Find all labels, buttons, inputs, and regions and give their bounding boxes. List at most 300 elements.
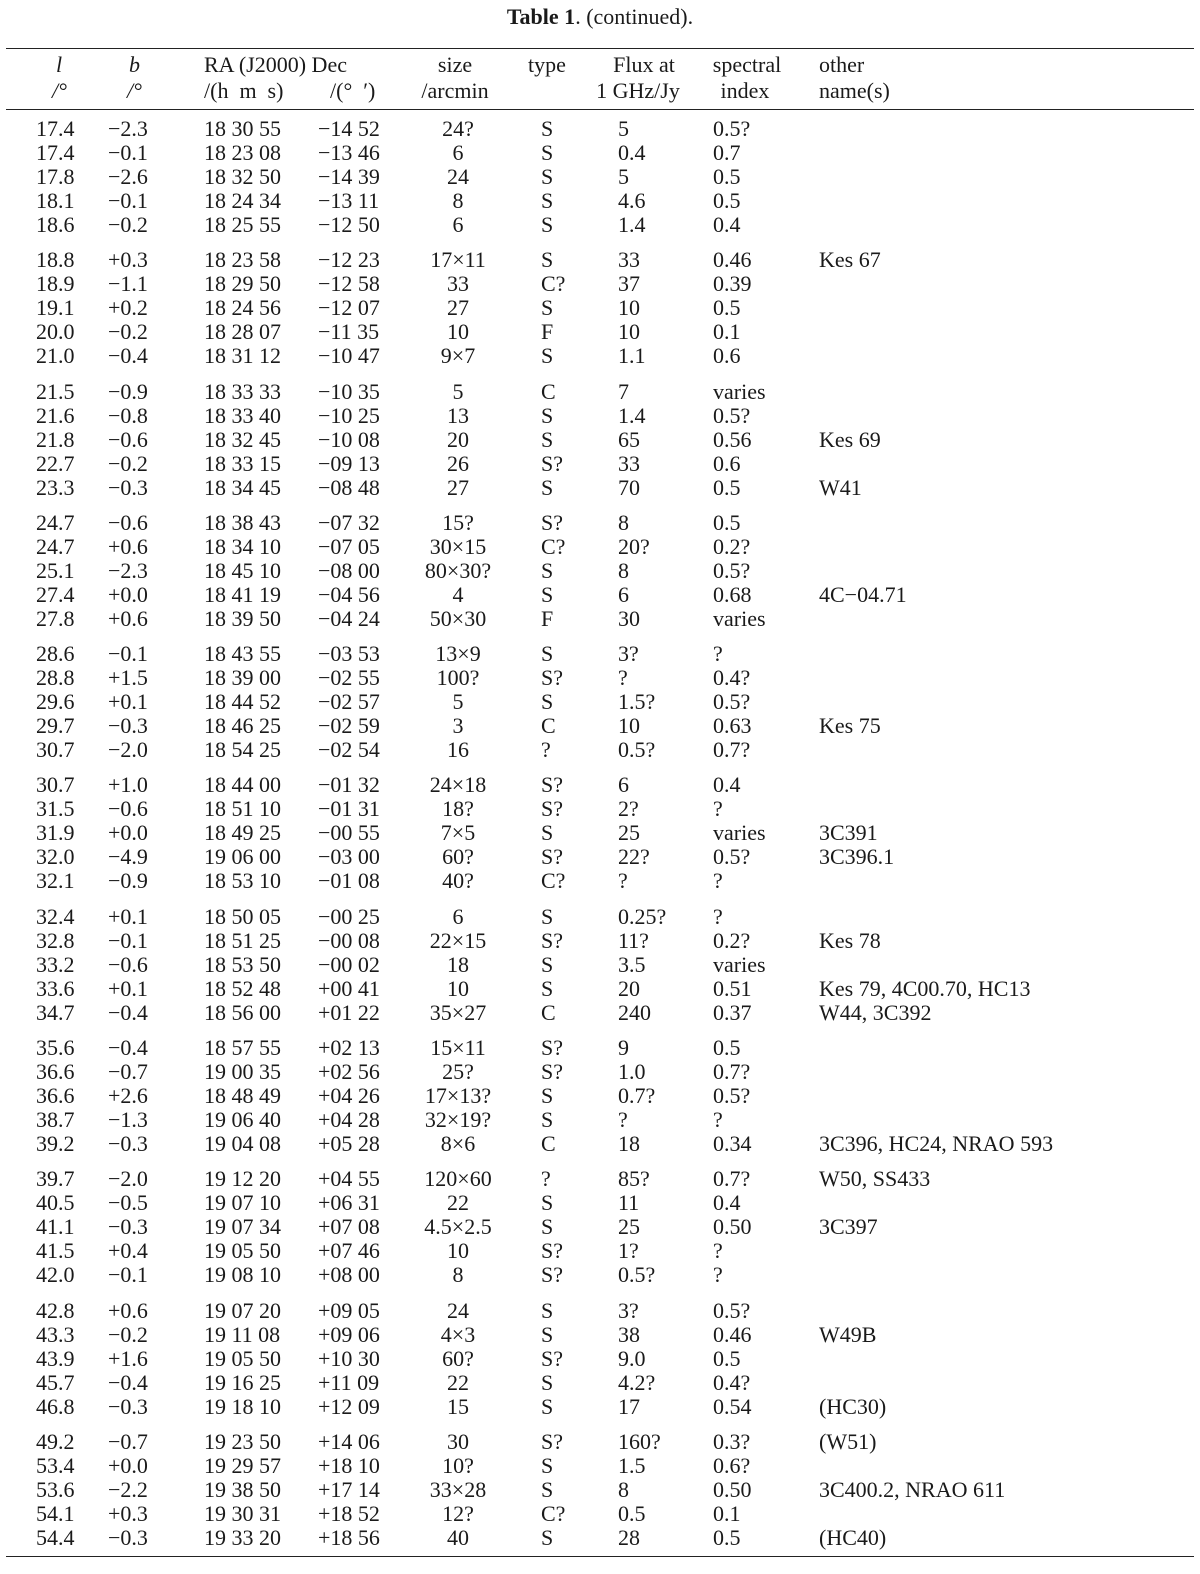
table-row bbox=[0, 1502, 1200, 1526]
cell-b: −0.2 bbox=[108, 1321, 148, 1347]
table-row bbox=[0, 1430, 1200, 1454]
cell-dec: −02 55 bbox=[318, 665, 380, 691]
cell-size: 5 bbox=[452, 378, 464, 404]
header-b-unit: /° bbox=[127, 78, 142, 103]
cell-l: 46.8 bbox=[36, 1393, 75, 1419]
cell-size: 9×7 bbox=[440, 343, 476, 369]
cell-size: 33×28 bbox=[429, 1476, 487, 1502]
cell-dec: −10 08 bbox=[318, 426, 380, 452]
cell-l: 30.7 bbox=[36, 737, 75, 763]
cell-type: S bbox=[541, 295, 554, 321]
cell-size: 8×6 bbox=[440, 1131, 476, 1157]
row-group bbox=[0, 380, 1200, 500]
cell-l: 29.6 bbox=[36, 689, 75, 715]
cell-type: S? bbox=[541, 927, 563, 953]
header-dec-unit: /(° ′) bbox=[330, 78, 376, 103]
cell-b: +0.0 bbox=[108, 581, 148, 607]
cell-flux: 0.5 bbox=[618, 1500, 646, 1526]
cell-spectral-index: 0.54 bbox=[713, 1393, 752, 1419]
cell-b: −0.7 bbox=[108, 1059, 148, 1085]
cell-size: 50×30 bbox=[429, 605, 487, 631]
cell-type: S bbox=[541, 212, 554, 237]
cell-b: −0.6 bbox=[108, 426, 148, 452]
bottom-rule bbox=[6, 1556, 1194, 1557]
cell-flux: 20? bbox=[618, 533, 650, 559]
row-group bbox=[0, 511, 1200, 631]
cell-ra: 19 07 10 bbox=[204, 1190, 281, 1216]
cell-flux: 38 bbox=[618, 1321, 640, 1347]
cell-flux: 11 bbox=[618, 1190, 640, 1216]
cell-ra: 19 05 50 bbox=[204, 1238, 281, 1264]
cell-ra: 18 23 08 bbox=[204, 140, 281, 165]
cell-b: +0.4 bbox=[108, 1238, 148, 1264]
cell-ra: 18 54 25 bbox=[204, 737, 281, 763]
table-row bbox=[0, 607, 1200, 631]
cell-flux: 6 bbox=[618, 772, 629, 798]
cell-size: 32×19? bbox=[424, 1107, 492, 1133]
cell-b: −2.6 bbox=[108, 164, 148, 189]
cell-flux: 10 bbox=[618, 319, 640, 345]
cell-b: −1.1 bbox=[108, 271, 148, 297]
cell-ra: 18 45 10 bbox=[204, 557, 281, 583]
table-row bbox=[0, 1132, 1200, 1156]
cell-ra: 19 38 50 bbox=[204, 1476, 281, 1502]
cell-size: 15×11 bbox=[430, 1035, 486, 1061]
cell-spectral-index: 0.4 bbox=[713, 1190, 741, 1216]
cell-flux: 70 bbox=[618, 474, 640, 500]
cell-size: 16 bbox=[447, 737, 469, 763]
header-spectral: spectral bbox=[712, 52, 782, 77]
table-row bbox=[0, 272, 1200, 296]
cell-dec: −12 58 bbox=[318, 271, 380, 297]
cell-size: 60? bbox=[442, 844, 474, 870]
cell-ra: 18 56 00 bbox=[204, 999, 281, 1025]
cell-type: S bbox=[541, 1476, 554, 1502]
table-row bbox=[0, 583, 1200, 607]
cell-type: S bbox=[541, 343, 554, 369]
cell-l: 27.4 bbox=[36, 581, 75, 607]
table-row bbox=[0, 666, 1200, 690]
cell-ra: 19 07 20 bbox=[204, 1297, 281, 1323]
cell-size: 12? bbox=[442, 1500, 474, 1526]
cell-flux: ? bbox=[618, 665, 628, 691]
cell-dec: −08 00 bbox=[318, 557, 380, 583]
cell-ra: 19 04 08 bbox=[204, 1131, 281, 1157]
cell-l: 45.7 bbox=[36, 1369, 75, 1395]
cell-l: 18.1 bbox=[36, 188, 75, 213]
cell-b: −2.0 bbox=[108, 1166, 148, 1192]
cell-b: +0.3 bbox=[108, 247, 148, 273]
cell-size: 4.5×2.5 bbox=[424, 1214, 492, 1240]
cell-dec: +04 55 bbox=[318, 1166, 380, 1192]
table-row bbox=[0, 1323, 1200, 1347]
cell-spectral-index: varies bbox=[713, 820, 766, 846]
table-row bbox=[0, 535, 1200, 559]
cell-type: C? bbox=[541, 271, 566, 297]
cell-type: S? bbox=[541, 1059, 563, 1085]
cell-l: 35.6 bbox=[36, 1035, 75, 1061]
cell-size: 80×30? bbox=[424, 557, 492, 583]
cell-spectral-index: 0.6 bbox=[713, 450, 741, 476]
cell-dec: +02 13 bbox=[318, 1035, 380, 1061]
header-other: other bbox=[819, 52, 865, 77]
cell-b: −0.3 bbox=[108, 474, 148, 500]
cell-type: S bbox=[541, 140, 554, 165]
cell-dec: −11 35 bbox=[318, 319, 380, 345]
cell-dec: −07 32 bbox=[318, 509, 380, 535]
cell-spectral-index: 0.5 bbox=[713, 509, 741, 535]
cell-spectral-index: 0.1 bbox=[713, 1500, 741, 1526]
cell-size: 3 bbox=[452, 713, 464, 739]
cell-l: 42.0 bbox=[36, 1262, 75, 1288]
cell-spectral-index: 0.5? bbox=[713, 116, 751, 141]
cell-flux: 9 bbox=[618, 1035, 629, 1061]
cell-ra: 18 44 00 bbox=[204, 772, 281, 798]
cell-b: −0.2 bbox=[108, 450, 148, 476]
cell-dec: −03 00 bbox=[318, 844, 380, 870]
cell-spectral-index: 0.4? bbox=[713, 665, 751, 691]
cell-b: −1.3 bbox=[108, 1107, 148, 1133]
cell-b: −0.3 bbox=[108, 1131, 148, 1157]
cell-type: C bbox=[541, 1131, 556, 1157]
cell-l: 54.4 bbox=[36, 1524, 75, 1550]
cell-flux: ? bbox=[618, 868, 628, 894]
cell-ra: 18 52 48 bbox=[204, 975, 281, 1001]
cell-size: 100? bbox=[436, 665, 480, 691]
cell-flux: 0.25? bbox=[618, 903, 667, 929]
table-row bbox=[0, 428, 1200, 452]
cell-other-names: 3C391 bbox=[819, 820, 878, 846]
cell-other-names: Kes 69 bbox=[819, 426, 881, 452]
cell-b: −0.1 bbox=[108, 140, 148, 165]
cell-flux: 65 bbox=[618, 426, 640, 452]
cell-size: 27 bbox=[447, 474, 469, 500]
cell-flux: 37 bbox=[618, 271, 640, 297]
cell-flux: 30 bbox=[618, 605, 640, 631]
cell-other-names: (HC30) bbox=[819, 1393, 887, 1419]
header-flux: Flux at bbox=[613, 52, 675, 77]
cell-ra: 18 31 12 bbox=[204, 343, 281, 369]
header-b: b bbox=[129, 52, 140, 77]
cell-spectral-index: 0.50 bbox=[713, 1214, 752, 1240]
cell-spectral-index: 0.7? bbox=[713, 1059, 751, 1085]
cell-ra: 19 08 10 bbox=[204, 1262, 281, 1288]
row-group bbox=[0, 1299, 1200, 1419]
cell-size: 20 bbox=[447, 426, 469, 452]
cell-dec: −12 23 bbox=[318, 247, 380, 273]
cell-flux: 8 bbox=[618, 1476, 629, 1502]
cell-ra: 19 06 40 bbox=[204, 1107, 281, 1133]
cell-size: 4×3 bbox=[440, 1321, 476, 1347]
cell-type: ? bbox=[541, 737, 551, 763]
cell-flux: 22? bbox=[618, 844, 650, 870]
cell-flux: 1.0 bbox=[618, 1059, 646, 1085]
cell-ra: 18 46 25 bbox=[204, 713, 281, 739]
cell-spectral-index: 0.51 bbox=[713, 975, 752, 1001]
cell-l: 30.7 bbox=[36, 772, 75, 798]
cell-other-names: (HC40) bbox=[819, 1524, 887, 1550]
cell-type: S bbox=[541, 820, 554, 846]
cell-type: S bbox=[541, 1369, 554, 1395]
cell-type: S? bbox=[541, 665, 563, 691]
cell-type: S? bbox=[541, 1345, 563, 1371]
cell-l: 32.8 bbox=[36, 927, 75, 953]
cell-type: S? bbox=[541, 772, 563, 798]
cell-type: C bbox=[541, 999, 556, 1025]
cell-type: S bbox=[541, 188, 554, 213]
cell-b: −0.9 bbox=[108, 378, 148, 404]
cell-l: 34.7 bbox=[36, 999, 75, 1025]
cell-l: 49.2 bbox=[36, 1428, 75, 1454]
cell-ra: 18 38 43 bbox=[204, 509, 281, 535]
cell-b: −0.1 bbox=[108, 927, 148, 953]
cell-dec: −08 48 bbox=[318, 474, 380, 500]
cell-size: 13×9 bbox=[435, 641, 481, 667]
cell-type: S bbox=[541, 426, 554, 452]
cell-l: 53.6 bbox=[36, 1476, 75, 1502]
cell-b: +0.1 bbox=[108, 975, 148, 1001]
cell-type: C? bbox=[541, 1500, 566, 1526]
cell-type: S? bbox=[541, 844, 563, 870]
cell-spectral-index: 0.5? bbox=[713, 402, 751, 428]
cell-dec: +07 46 bbox=[318, 1238, 380, 1264]
cell-dec: −09 13 bbox=[318, 450, 380, 476]
cell-ra: 18 24 34 bbox=[204, 188, 281, 213]
table-row bbox=[0, 1526, 1200, 1550]
cell-ra: 19 29 57 bbox=[204, 1452, 281, 1478]
table-row bbox=[0, 869, 1200, 893]
cell-dec: −07 05 bbox=[318, 533, 380, 559]
table-row bbox=[0, 714, 1200, 738]
cell-l: 21.6 bbox=[36, 402, 75, 428]
cell-b: +0.6 bbox=[108, 533, 148, 559]
cell-spectral-index: 0.46 bbox=[713, 247, 752, 273]
cell-size: 26 bbox=[447, 450, 469, 476]
table-row bbox=[0, 213, 1200, 237]
cell-flux: 8 bbox=[618, 557, 629, 583]
cell-l: 40.5 bbox=[36, 1190, 75, 1216]
cell-b: −0.4 bbox=[108, 1035, 148, 1061]
cell-ra: 18 49 25 bbox=[204, 820, 281, 846]
cell-ra: 18 44 52 bbox=[204, 689, 281, 715]
cell-size: 24×18 bbox=[429, 772, 487, 798]
cell-spectral-index: 0.5 bbox=[713, 188, 741, 213]
cell-type: S bbox=[541, 247, 554, 273]
cell-dec: +09 05 bbox=[318, 1297, 380, 1323]
cell-spectral-index: ? bbox=[713, 903, 723, 929]
cell-b: −0.4 bbox=[108, 1369, 148, 1395]
cell-flux: 25 bbox=[618, 1214, 640, 1240]
cell-spectral-index: 0.7 bbox=[713, 140, 741, 165]
cell-b: −0.1 bbox=[108, 641, 148, 667]
cell-size: 18 bbox=[447, 951, 469, 977]
cell-size: 33 bbox=[447, 271, 469, 297]
cell-ra: 18 57 55 bbox=[204, 1035, 281, 1061]
cell-flux: 85? bbox=[618, 1166, 650, 1192]
header-l: l bbox=[56, 52, 63, 77]
cell-dec: −14 52 bbox=[318, 116, 380, 141]
cell-size: 6 bbox=[452, 140, 464, 165]
cell-size: 15 bbox=[447, 1393, 469, 1419]
cell-other-names: Kes 78 bbox=[819, 927, 881, 953]
cell-l: 31.9 bbox=[36, 820, 75, 846]
table-row bbox=[0, 141, 1200, 165]
row-group bbox=[0, 1036, 1200, 1156]
cell-flux: 11? bbox=[618, 927, 649, 953]
cell-spectral-index: ? bbox=[713, 641, 723, 667]
cell-flux: 0.5? bbox=[618, 1262, 656, 1288]
cell-l: 31.5 bbox=[36, 796, 75, 822]
cell-dec: +07 08 bbox=[318, 1214, 380, 1240]
cell-flux: 20 bbox=[618, 975, 640, 1001]
cell-spectral-index: ? bbox=[713, 1262, 723, 1288]
cell-type: S? bbox=[541, 509, 563, 535]
cell-l: 18.6 bbox=[36, 212, 75, 237]
cell-dec: +04 26 bbox=[318, 1083, 380, 1109]
cell-b: −0.7 bbox=[108, 1428, 148, 1454]
cell-flux: 17 bbox=[618, 1393, 640, 1419]
cell-ra: 18 33 33 bbox=[204, 378, 281, 404]
cell-type: S bbox=[541, 1524, 554, 1550]
header-flux-unit: 1 GHz/Jy bbox=[596, 78, 680, 103]
cell-l: 24.7 bbox=[36, 509, 75, 535]
cell-spectral-index: 0.4? bbox=[713, 1369, 751, 1395]
cell-dec: +00 41 bbox=[318, 975, 380, 1001]
cell-size: 7×5 bbox=[440, 820, 476, 846]
cell-dec: −02 57 bbox=[318, 689, 380, 715]
cell-ra: 18 29 50 bbox=[204, 271, 281, 297]
cell-ra: 19 33 20 bbox=[204, 1524, 281, 1550]
cell-spectral-index: varies bbox=[713, 951, 766, 977]
cell-l: 43.3 bbox=[36, 1321, 75, 1347]
cell-flux: 3? bbox=[618, 1297, 639, 1323]
table-row bbox=[0, 248, 1200, 272]
table-body bbox=[0, 117, 1200, 1561]
cell-type: S? bbox=[541, 796, 563, 822]
table-row bbox=[0, 1299, 1200, 1323]
cell-l: 32.0 bbox=[36, 844, 75, 870]
cell-flux: 1? bbox=[618, 1238, 639, 1264]
cell-ra: 18 41 19 bbox=[204, 581, 281, 607]
cell-type: S bbox=[541, 581, 554, 607]
table-row bbox=[0, 773, 1200, 797]
top-rule bbox=[6, 48, 1194, 49]
cell-spectral-index: 0.56 bbox=[713, 426, 752, 452]
table-row bbox=[0, 1239, 1200, 1263]
cell-ra: 19 30 31 bbox=[204, 1500, 281, 1526]
cell-spectral-index: 0.5 bbox=[713, 1345, 741, 1371]
cell-ra: 18 32 50 bbox=[204, 164, 281, 189]
cell-spectral-index: 0.5 bbox=[713, 474, 741, 500]
cell-flux: 4.2? bbox=[618, 1369, 656, 1395]
cell-ra: 19 05 50 bbox=[204, 1345, 281, 1371]
cell-l: 39.2 bbox=[36, 1131, 75, 1157]
table-row bbox=[0, 797, 1200, 821]
cell-size: 22 bbox=[447, 1190, 469, 1216]
cell-size: 8 bbox=[452, 188, 464, 213]
cell-size: 10 bbox=[447, 1238, 469, 1264]
table-row bbox=[0, 1036, 1200, 1060]
cell-dec: −13 11 bbox=[318, 188, 380, 213]
cell-b: +0.2 bbox=[108, 295, 148, 321]
cell-b: +1.5 bbox=[108, 665, 148, 691]
cell-type: S? bbox=[541, 1035, 563, 1061]
cell-size: 24? bbox=[442, 116, 474, 141]
cell-l: 21.0 bbox=[36, 343, 75, 369]
cell-b: +0.0 bbox=[108, 1452, 148, 1478]
cell-other-names: W44, 3C392 bbox=[819, 999, 932, 1025]
cell-spectral-index: 0.5 bbox=[713, 295, 741, 321]
cell-b: −0.1 bbox=[108, 188, 148, 213]
cell-spectral-index: 0.4 bbox=[713, 212, 741, 237]
cell-l: 19.1 bbox=[36, 295, 75, 321]
cell-spectral-index: varies bbox=[713, 378, 766, 404]
row-group bbox=[0, 1430, 1200, 1550]
cell-spectral-index: ? bbox=[713, 796, 723, 822]
cell-dec: −03 53 bbox=[318, 641, 380, 667]
cell-b: −2.0 bbox=[108, 737, 148, 763]
cell-ra: 19 12 20 bbox=[204, 1166, 281, 1192]
cell-spectral-index: 0.6? bbox=[713, 1452, 751, 1478]
cell-spectral-index: ? bbox=[713, 1107, 723, 1133]
cell-ra: 19 18 10 bbox=[204, 1393, 281, 1419]
cell-type: S bbox=[541, 402, 554, 428]
row-group bbox=[0, 1167, 1200, 1287]
row-group bbox=[0, 248, 1200, 368]
cell-dec: +17 14 bbox=[318, 1476, 380, 1502]
cell-b: −2.3 bbox=[108, 116, 148, 141]
row-group bbox=[0, 773, 1200, 893]
cell-flux: 3.5 bbox=[618, 951, 646, 977]
cell-type: S? bbox=[541, 1238, 563, 1264]
cell-dec: +10 30 bbox=[318, 1345, 380, 1371]
cell-l: 20.0 bbox=[36, 319, 75, 345]
cell-type: F bbox=[541, 319, 554, 345]
cell-size: 35×27 bbox=[429, 999, 487, 1025]
cell-dec: −04 24 bbox=[318, 605, 380, 631]
cell-l: 21.5 bbox=[36, 378, 75, 404]
cell-flux: 240 bbox=[618, 999, 651, 1025]
header-names: name(s) bbox=[819, 78, 890, 103]
cell-type: S bbox=[541, 116, 554, 141]
cell-type: S bbox=[541, 1107, 554, 1133]
header-ra-dec: RA (J2000) Dec bbox=[204, 52, 347, 77]
cell-l: 39.7 bbox=[36, 1166, 75, 1192]
cell-flux: 0.4 bbox=[618, 140, 646, 165]
cell-b: −0.2 bbox=[108, 212, 148, 237]
cell-l: 22.7 bbox=[36, 450, 75, 476]
cell-type: S? bbox=[541, 1428, 563, 1454]
table-row bbox=[0, 559, 1200, 583]
cell-type: F bbox=[541, 605, 554, 631]
row-group bbox=[0, 642, 1200, 762]
cell-size: 6 bbox=[452, 212, 464, 237]
table-row bbox=[0, 642, 1200, 666]
cell-type: C? bbox=[541, 533, 566, 559]
cell-type: S bbox=[541, 951, 554, 977]
cell-dec: −10 25 bbox=[318, 402, 380, 428]
cell-b: +0.6 bbox=[108, 605, 148, 631]
cell-spectral-index: 0.3? bbox=[713, 1428, 751, 1454]
cell-l: 24.7 bbox=[36, 533, 75, 559]
cell-b: −2.2 bbox=[108, 1476, 148, 1502]
cell-dec: −14 39 bbox=[318, 164, 380, 189]
cell-ra: 18 53 10 bbox=[204, 868, 281, 894]
cell-flux: 4.6 bbox=[618, 188, 646, 213]
cell-size: 25? bbox=[442, 1059, 474, 1085]
cell-ra: 18 34 45 bbox=[204, 474, 281, 500]
cell-type: S bbox=[541, 689, 554, 715]
